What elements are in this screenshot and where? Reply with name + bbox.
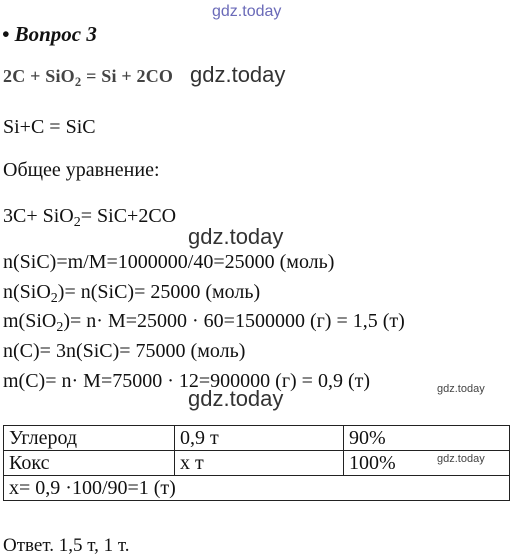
calc3-b: )= n· M=25000 · 60=1500000 (г) = 1,5 (т) (63, 310, 405, 332)
calc-line-5: m(C)= n· M=75000 · 12=900000 (г) = 0,9 (т) (3, 370, 371, 392)
answer-text: Ответ. 1,5 т, 1 т. (3, 535, 130, 556)
question-heading: • Вопрос 3 (2, 22, 97, 46)
eq1-part-b: = Si + 2CO (81, 66, 174, 86)
watermark-1: gdz.today (190, 62, 286, 87)
calc2-subscript: 2 (50, 291, 58, 307)
watermark-3: gdz.today (188, 386, 284, 411)
calc-line-1: n(SiC)=m/M=1000000/40=25000 (моль) (3, 251, 335, 273)
calc3-subscript: 2 (56, 320, 64, 336)
eq1-subscript: 2 (74, 74, 82, 89)
overall-equation-label: Общее уравнение: (3, 159, 160, 181)
calc2-b: )= n(SiC)= 25000 (моль) (57, 281, 261, 303)
table-formula-cell: х= 0,9 ·100/90=1 (т) (4, 476, 510, 501)
data-table (3, 425, 510, 501)
equation-3 (3, 204, 177, 231)
table-cell: Углерод (4, 426, 175, 451)
table-row (4, 476, 510, 501)
eq3-subscript: 2 (73, 215, 81, 231)
table-row (4, 451, 510, 476)
calc-line-2 (3, 280, 261, 307)
watermark-small-2: gdz.today (437, 453, 485, 465)
calc2-a: n(SiO (3, 281, 51, 303)
table-cell: х т (175, 451, 344, 476)
eq1-part-a: 2C + SiO (3, 66, 75, 86)
table-row (4, 426, 510, 451)
eq3-part-a: 3C+ SiO (3, 205, 74, 227)
watermark-small-1: gdz.today (437, 383, 485, 395)
eq3-part-b: = SiC+2CO (80, 205, 177, 227)
calc-line-3 (3, 309, 405, 336)
table-cell: Кокс (4, 451, 175, 476)
watermark-top: gdz.today (212, 3, 282, 20)
table-cell: 90% (344, 426, 510, 451)
equation-2: Si+C = SiC (3, 116, 96, 138)
equation-1 (3, 66, 173, 87)
table-cell: 0,9 т (175, 426, 344, 451)
calc3-a: m(SiO (3, 310, 57, 332)
calc-line-4: n(C)= 3n(SiC)= 75000 (моль) (3, 340, 246, 362)
table-cell: 100% (344, 451, 510, 476)
watermark-2: gdz.today (188, 224, 284, 249)
